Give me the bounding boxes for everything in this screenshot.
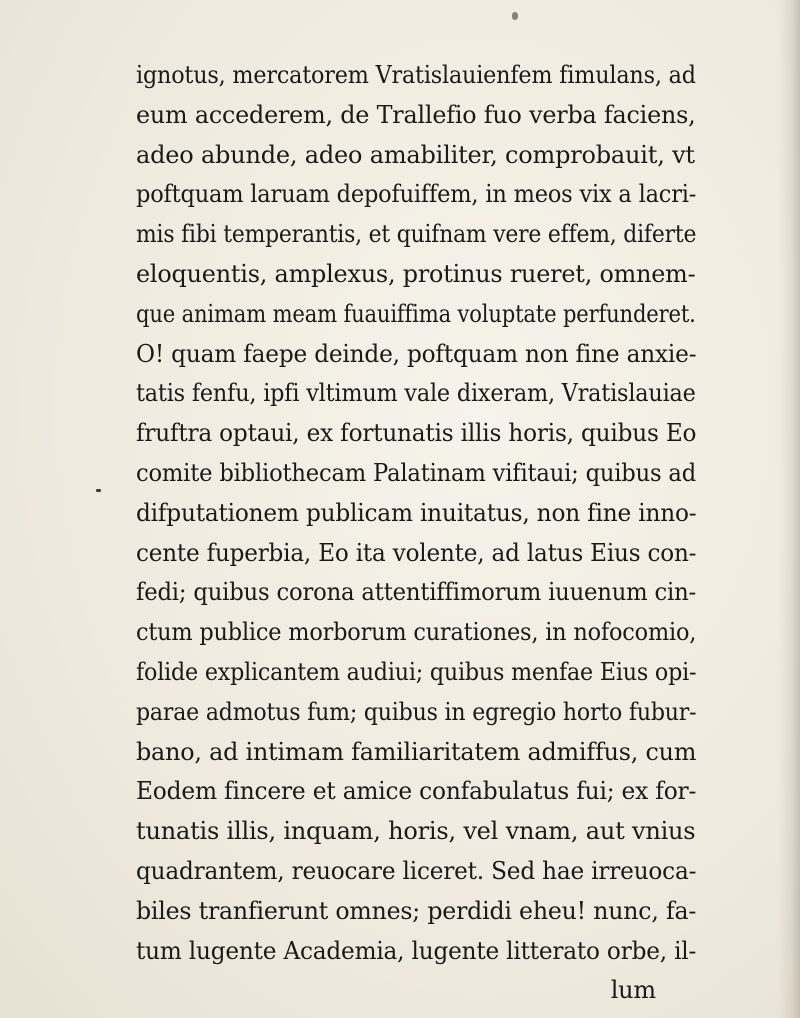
text-line-13: cente fuperbia, Eo ita volente, ad latus Eius con-: [136, 538, 697, 567]
text-line-4: poftquam laruam depofuiffem, in meos vix a lacri-: [136, 180, 697, 209]
text-line-19: Eodem fincere et amice confabulatus fui; ex for-: [136, 777, 697, 806]
text-line-3: adeo abunde, adeo amabiliter, comprobauit, vt: [136, 140, 695, 169]
text-line-21: quadrantem, reuocare liceret. Sed hae irreuoca-: [136, 856, 697, 885]
text-line-20: tunatis illis, inquam, horis, vel vnam, aut vnius: [136, 817, 696, 846]
text-line-5: mis fibi temperantis, et quifnam vere effem, diferte: [136, 220, 697, 249]
text-line-1: ignotus, mercatorem Vratislauienfem fimulans, ad: [136, 61, 696, 89]
text-line-16: folide explicantem audiui; quibus menfae Eius opi-: [136, 657, 697, 686]
page-edge-shadow: [778, 0, 800, 1018]
text-line-6: eloquentis, amplexus, protinus rueret, omnem-: [136, 259, 696, 288]
text-line-15: ctum publice morborum curationes, in nofocomio,: [136, 618, 697, 647]
text-line-17: parae admotus fum; quibus in egregio horto fubur-: [136, 697, 697, 726]
text-line-9: tatis fenfu, ipfi vltimum vale dixeram, Vratislauiae: [136, 379, 696, 408]
text-line-11: comite bibliothecam Palatinam vifitaui; quibus ad: [136, 458, 697, 487]
text-line-22: biles tranfierunt omnes; perdidi eheu! nunc, fa-: [136, 896, 697, 925]
text-line-10: fruftra optaui, ex fortunatis illis horis, quibus Eo: [136, 419, 697, 448]
margin-mark: [96, 489, 101, 492]
text-line-23: tum lugente Academia, lugente litterato orbe, il-: [136, 936, 697, 965]
catchword: lum: [610, 976, 656, 1005]
text-line-7: que animam meam fuauiffima voluptate perfunderet.: [136, 299, 696, 328]
text-line-18: bano, ad intimam familiaritatem admiffus, cum: [136, 737, 697, 766]
text-line-12: difputationem publicam inuitatus, non fine inno-: [136, 498, 697, 527]
text-line-2: eum accederem, de Trallefio fuo verba faciens,: [136, 100, 696, 129]
body-text: [136, 56, 696, 1011]
ink-speck: [512, 12, 518, 20]
text-line-14: fedi; quibus corona attentiffimorum iuuenum cin-: [136, 578, 697, 607]
text-line-8: O! quam faepe deinde, poftquam non fine anxie-: [136, 339, 697, 368]
